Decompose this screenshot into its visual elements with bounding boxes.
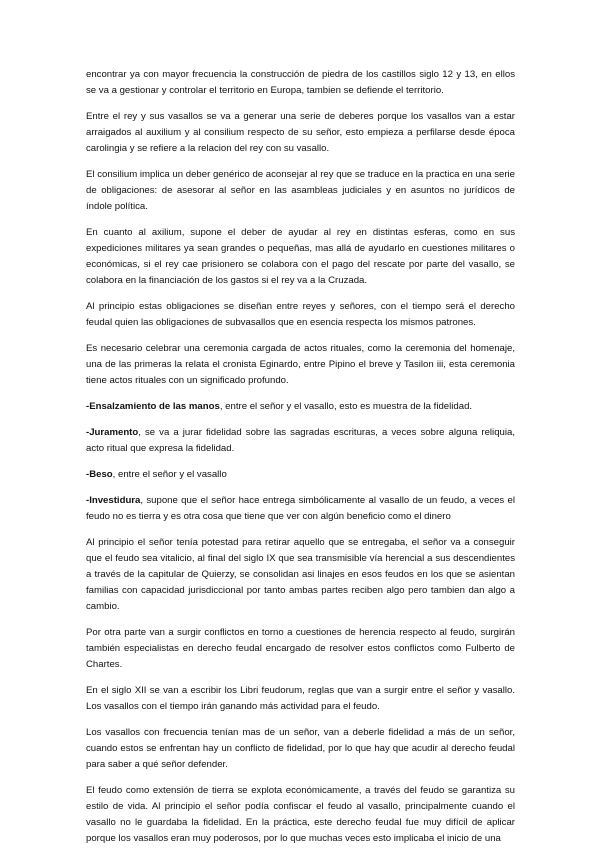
- ritual-term: -Juramento: [86, 427, 139, 438]
- paragraph: [86, 109, 515, 157]
- ritual-term: -Investidura: [86, 495, 141, 506]
- ritual-description: , entre el señor y el vasallo, esto es muestra de la fidelidad.: [219, 401, 473, 412]
- ritual-item: [86, 425, 515, 457]
- paragraph: [86, 683, 515, 715]
- paragraph: [86, 725, 515, 773]
- paragraph-text: Entre el rey y sus vasallos se va a generar una serie de deberes porque los vasallos van a estar arraigados al auxilium y al consilium respecto de su señor, esto empieza a perfilarse desde época carolingia y se refiere a la relacion del rey con su vasallo.: [86, 111, 515, 154]
- paragraph-text: Al principio estas obligaciones se diseñan entre reyes y señores, con el tiempo será el derecho feudal quien las obligaciones de subvasallos que en esencia respecta los mismos patrones.: [86, 301, 515, 328]
- ritual-description: , entre el señor y el vasallo: [112, 469, 227, 480]
- paragraph: [86, 67, 515, 99]
- ritual-item: [86, 467, 515, 483]
- paragraph-text: Por otra parte van a surgir conflictos en torno a cuestiones de herencia respecto al feudo, surgirán también especialistas en derecho feudal encargado de resolver estos conflictos como Fulberto de Chartes.: [86, 627, 515, 670]
- paragraph: [86, 625, 515, 673]
- paragraph: [86, 225, 515, 289]
- paragraph: [86, 341, 515, 389]
- paragraph-text: Es necesario celebrar una ceremonia cargada de actos rituales, como la ceremonia del homenaje, una de las primeras la relata el cronista Eginardo, entre Pipino el breve y Tasilon iii, esta ceremonia tiene actos rituales con un significado profundo.: [86, 343, 515, 386]
- paragraph-text: En el siglo XII se van a escribir los Libri feudorum, reglas que van a surgir entre el señor y vasallo. Los vasallos con el tiempo irán ganando más actividad para el feudo.: [86, 685, 515, 712]
- ritual-description: , se va a jurar fidelidad sobre las sagradas escrituras, a veces sobre alguna reliquia, acto ritual que expresa la fidelidad.: [86, 427, 515, 454]
- paragraph: [86, 167, 515, 215]
- paragraph: [86, 299, 515, 331]
- ritual-term: -Ensalzamiento de las manos: [86, 401, 220, 412]
- paragraph-text: En cuanto al axilium, supone el deber de ayudar al rey en distintas esferas, como en sus expediciones militares ya sean grandes o pequeñas, mas allá de ayudarlo en cuestiones militares o económicas, si el rey cae prisionero se colabora con el pago del rescate por parte del vasallo, se colabora en la financiación de los gastos si el rey va a la Cruzada.: [86, 227, 515, 286]
- document-page: [86, 67, 515, 857]
- ritual-description: , supone que el señor hace entrega simbólicamente al vasallo de un feudo, a veces el feudo no es tierra y es otra cosa que tiene que ver con algún beneficio como el dinero: [86, 495, 515, 522]
- paragraph-text: Los vasallos con frecuencia tenían mas de un señor, van a deberle fidelidad a más de un señor, cuando estos se enfrentan hay un conflicto de fidelidad, por lo que hay que acudir al derecho feudal para saber a qué señor defender.: [86, 727, 515, 770]
- ritual-item: [86, 399, 515, 415]
- paragraph: [86, 783, 515, 847]
- ritual-item: [86, 493, 515, 525]
- ritual-term: -Beso: [86, 469, 113, 480]
- paragraph-text: El consilium implica un deber genérico de aconsejar al rey que se traduce en la practica en una serie de obligaciones: de asesorar al señor en las asambleas judiciales y en asuntos no jurídicos de índole política.: [86, 169, 515, 212]
- paragraph-text: El feudo como extensión de tierra se explota económicamente, a través del feudo se garantiza su estilo de vida. Al principio el señor podía confiscar el feudo al vasallo, principalmente cuando el vasallo no le guardaba la fidelidad. En la práctica, este derecho feudal fue muy difícil de aplicar porque los vasallos eran muy poderosos, por lo que muchas veces esto implicaba el inicio de una: [86, 785, 515, 844]
- paragraph-text: encontrar ya con mayor frecuencia la construcción de piedra de los castillos siglo 12 y 13, en ellos se va a gestionar y controlar el territorio en Europa, tambien se defiende el territorio.: [86, 69, 515, 96]
- paragraph: [86, 535, 515, 615]
- paragraph-text: Al principio el señor tenía potestad para retirar aquello que se entregaba, el señor va a conseguir que el feudo sea vitalicio, al final del siglo IX que sea transmisible vía herencial a sus descendientes a través de la capitular de Quierzy, se consolidan asi linajes en esos feudos en los que se asientan familias con capacidad jurisdiccional por tanto ambas partes reciben algo pero tambien dan algo a cambio.: [86, 537, 515, 612]
